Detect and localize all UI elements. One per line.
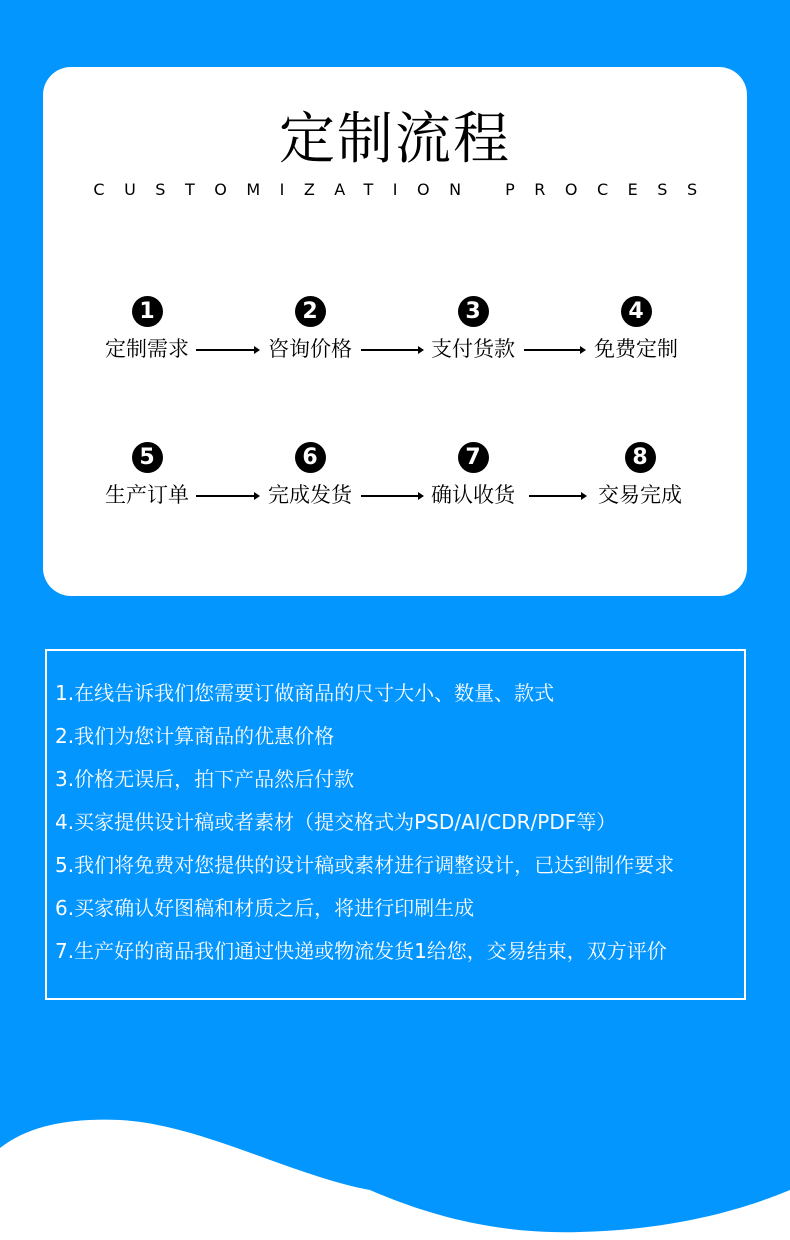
arrow-right-icon [361,495,422,497]
step-label: 咨询价格 [268,337,352,361]
arrow-right-icon [196,349,258,351]
step-6 [255,442,365,509]
step-label: 免费定制 [594,337,678,361]
detail-item-6: 6.买家确认好图稿和材质之后，将进行印刷生成 [55,896,475,920]
step-8 [585,442,695,509]
step-number-badge: 4 [621,296,652,327]
process-details-box [45,649,746,1000]
page-subtitle: CUSTOMIZATION PROCESS [93,180,717,199]
detail-item-2: 2.我们为您计算商品的优惠价格 [55,724,335,748]
page-title: 定制流程 [279,107,511,172]
step-label: 生产订单 [105,483,189,507]
step-number-badge: 3 [458,296,489,327]
detail-item-5: 5.我们将免费对您提供的设计稿或素材进行调整设计，已达到制作要求 [55,853,675,877]
step-label: 完成发货 [268,483,352,507]
step-7 [418,442,528,509]
step-3 [418,296,528,363]
step-label: 定制需求 [105,337,189,361]
arrow-right-icon [524,349,584,351]
step-label: 交易完成 [598,483,682,507]
step-label: 支付货款 [431,337,515,361]
step-number-badge: 1 [132,296,163,327]
step-number-badge: 7 [458,442,489,473]
detail-item-1: 1.在线告诉我们您需要订做商品的尺寸大小、数量、款式 [55,681,555,705]
step-number-badge: 8 [625,442,656,473]
detail-item-3: 3.价格无误后，拍下产品然后付款 [55,767,355,791]
steps-row-2 [0,442,790,512]
step-number-badge: 6 [295,442,326,473]
arrow-right-icon [361,349,422,351]
step-number-badge: 5 [132,442,163,473]
step-label: 确认收货 [431,483,515,507]
step-4 [581,296,691,363]
detail-item-4: 4.买家提供设计稿或者素材（提交格式为PSD/AI/CDR/PDF等） [55,810,617,834]
steps-row-1 [0,296,790,366]
arrow-right-icon [529,495,585,497]
step-1 [92,296,202,363]
step-2 [255,296,365,363]
step-5 [92,442,202,509]
arrow-right-icon [196,495,258,497]
detail-item-7: 7.生产好的商品我们通过快递或物流发货1给您，交易结束，双方评价 [55,939,667,963]
step-number-badge: 2 [295,296,326,327]
